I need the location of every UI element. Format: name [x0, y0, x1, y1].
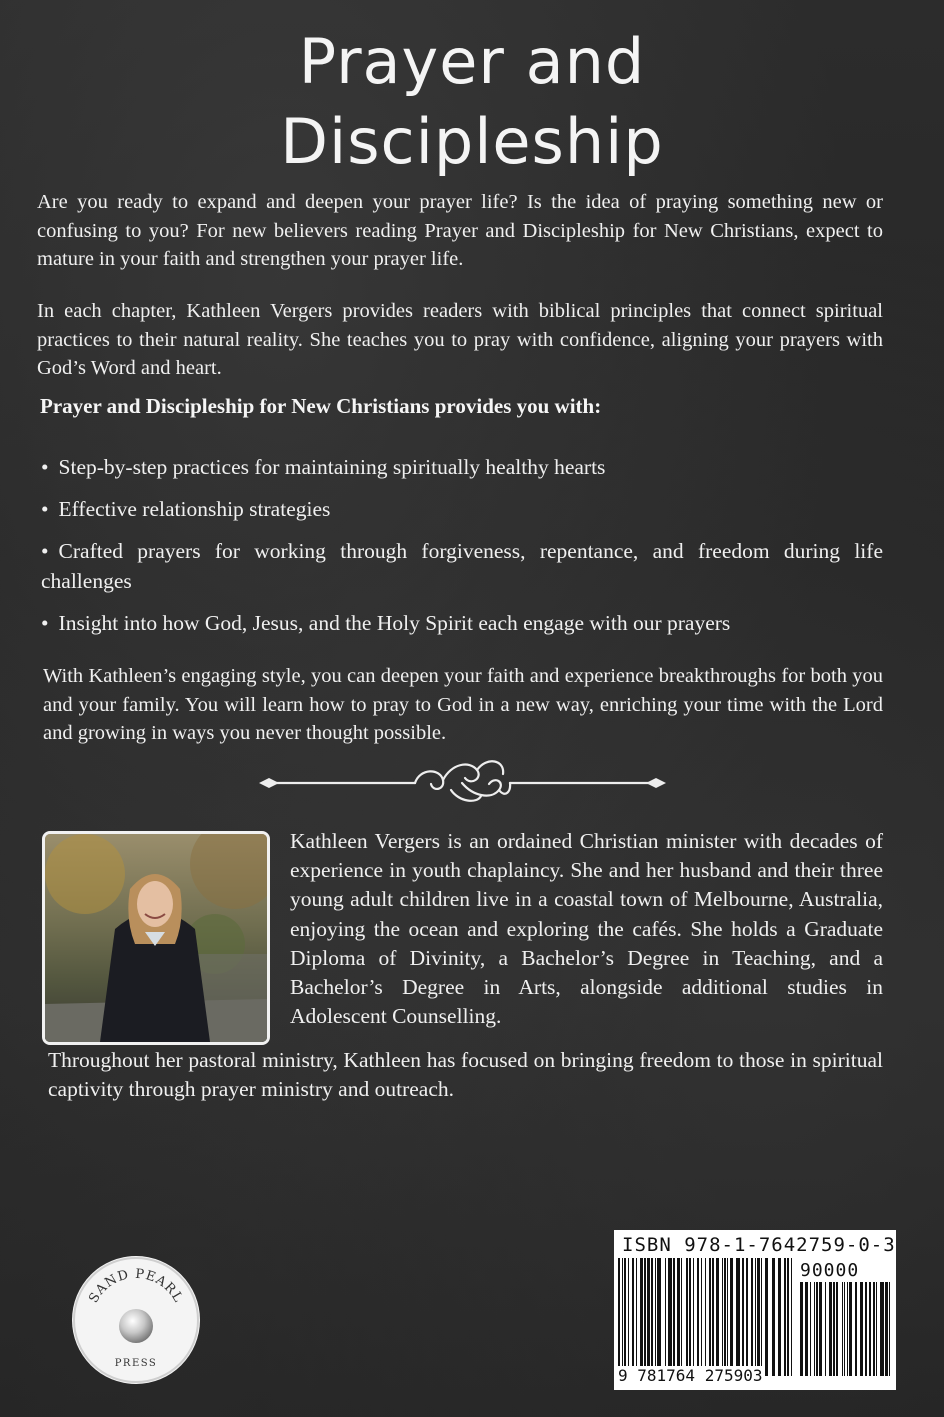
bullet-icon: • [41, 497, 49, 521]
bullet-text: Insight into how God, Jesus, and the Holy Spirit each engage with our prayers [58, 611, 731, 635]
intro-paragraph-1: Are you ready to expand and deepen your prayer life? Is the idea of praying something new or confusing to you? For new believers reading Prayer and Discipleship for New Christians, expect to mature in your faith and strengthen your prayer life. [37, 191, 883, 270]
ean-digits: 9 781764 275903 [618, 1366, 763, 1385]
bullet-text: Effective relationship strategies [58, 497, 331, 521]
publisher-press: PRESS [114, 1358, 158, 1369]
publisher-logo [72, 1256, 200, 1384]
publisher-name: SAND PEARL [86, 1266, 186, 1306]
addon-barcode-icon [800, 1282, 890, 1376]
bullet-text: Crafted prayers for working through forgiveness, repentance, and freedom during life challenges [41, 539, 883, 593]
bullet-icon: • [41, 455, 49, 479]
bullet-icon: • [41, 611, 49, 635]
isbn-label: ISBN 978-1-7642759-0-3 [622, 1234, 896, 1256]
bullet-icon: • [41, 539, 49, 563]
author-bio: Kathleen Vergers is an ordained Christian minister with decades of experience in youth chaplaincy. She and her husband and their three young adult children live in a coastal town of Melbourne, Australia, enjoying the ocean and exploring the cafés. She holds a Graduate Diploma of Divinity, a Bachelor’s Degree in Teaching, and a Bachelor’s Degree in Arts, alongside additional studies in Adolescent Counselling. [290, 829, 883, 1029]
bullet-text: Step-by-step practices for maintaining spiritually healthy hearts [58, 455, 606, 479]
closing-paragraph: With Kathleen’s engaging style, you can deepen your faith and experience breakthroughs for both you and your family. You will learn how to pray to God in a new way, enriching your time with the Lord and growing in ways you never thought possible. [43, 665, 883, 744]
barcode-icon [618, 1258, 794, 1376]
list-item [41, 608, 883, 638]
list-item [41, 494, 883, 524]
title-line-2: Discipleship [280, 105, 664, 178]
author-photo [42, 831, 270, 1045]
isbn-barcode [614, 1230, 896, 1390]
flourish-divider-icon [255, 756, 670, 812]
list-item [41, 536, 883, 596]
intro-paragraph-2: In each chapter, Kathleen Vergers provides readers with biblical principles that connect spiritual practices to their natural reality. She teaches you to pray with confidence, aligning your prayers with God’s Word and heart. [37, 300, 883, 379]
price-code: 90000 [800, 1260, 860, 1281]
list-item [41, 452, 883, 482]
title-line-1: Prayer and [298, 25, 646, 98]
book-title [0, 22, 944, 182]
provides-heading: Prayer and Discipleship for New Christians provides you with: [40, 394, 602, 418]
benefits-list [41, 452, 883, 650]
author-ministry: Throughout her pastoral ministry, Kathleen has focused on bringing freedom to those in spiritual captivity through prayer ministry and outreach. [48, 1048, 883, 1101]
